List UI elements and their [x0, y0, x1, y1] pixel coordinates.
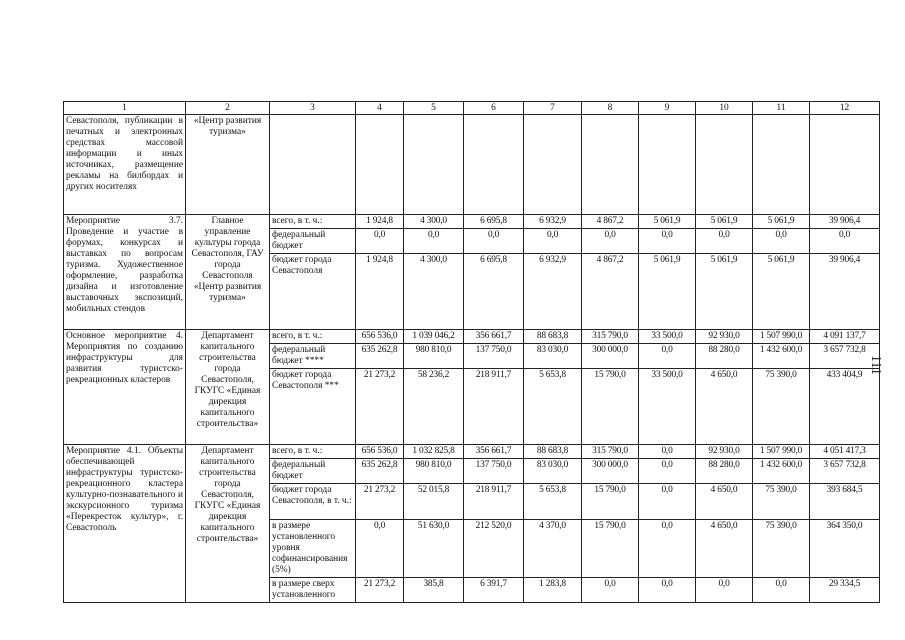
funding-source: в размере сверх установленного: [270, 578, 356, 603]
amount-cell: [753, 115, 810, 215]
amount-cell: 6 695,8: [464, 215, 524, 229]
amount-cell: 4 650,0: [696, 369, 753, 445]
amount-cell: 5 061,9: [639, 215, 696, 229]
amount-cell: 4 867,2: [582, 254, 639, 330]
executor-cell: «Центр развития туризма»: [186, 115, 270, 215]
amount-cell: 21 273,2: [356, 369, 404, 445]
column-header-4: 4: [356, 102, 404, 115]
funding-source: федеральный бюджет ****: [270, 344, 356, 369]
column-header-12: 12: [810, 102, 880, 115]
header-row: [64, 102, 880, 115]
amount-cell: 39 906,4: [810, 254, 880, 330]
amount-cell: 137 750,0: [464, 459, 524, 484]
amount-cell: 635 262,8: [356, 459, 404, 484]
funding-source: [270, 115, 356, 215]
amount-cell: 21 273,2: [356, 484, 404, 520]
amount-cell: 433 404,9: [810, 369, 880, 445]
column-header-5: 5: [404, 102, 464, 115]
amount-cell: 315 790,0: [582, 330, 639, 344]
amount-cell: 4 091 137,7: [810, 330, 880, 344]
amount-cell: [356, 115, 404, 215]
amount-cell: 51 630,0: [404, 520, 464, 578]
amount-cell: 1 283,8: [524, 578, 582, 603]
amount-cell: 6 932,9: [524, 215, 582, 229]
amount-cell: 0,0: [696, 578, 753, 603]
budget-table: [63, 101, 880, 603]
amount-cell: 0,0: [639, 344, 696, 369]
amount-cell: 6 695,8: [464, 254, 524, 330]
amount-cell: 15 790,0: [582, 369, 639, 445]
amount-cell: 5 653,8: [524, 484, 582, 520]
amount-cell: 1 432 600,0: [753, 344, 810, 369]
column-header-1: 1: [64, 102, 186, 115]
amount-cell: 356 661,7: [464, 330, 524, 344]
funding-source: всего, в т. ч.:: [270, 445, 356, 459]
amount-cell: 980 810,0: [404, 344, 464, 369]
amount-cell: 4 650,0: [696, 484, 753, 520]
amount-cell: 656 536,0: [356, 330, 404, 344]
amount-cell: 92 930,0: [696, 330, 753, 344]
amount-cell: 300 000,0: [582, 344, 639, 369]
amount-cell: 88 280,0: [696, 459, 753, 484]
amount-cell: 0,0: [753, 578, 810, 603]
funding-source: всего, в т. ч.:: [270, 215, 356, 229]
amount-cell: 5 653,8: [524, 369, 582, 445]
amount-cell: 137 750,0: [464, 344, 524, 369]
amount-cell: [582, 115, 639, 215]
amount-cell: 1 924,8: [356, 215, 404, 229]
amount-cell: [524, 115, 582, 215]
amount-cell: 356 661,7: [464, 445, 524, 459]
amount-cell: 5 061,9: [696, 254, 753, 330]
activity-name: Основное мероприятие 4. Мероприятия по созданию инфраструктуры для развития туристско-рекреационных кластеров: [64, 330, 186, 445]
amount-cell: 4 300,0: [404, 215, 464, 229]
amount-cell: 0,0: [639, 484, 696, 520]
amount-cell: 0,0: [464, 229, 524, 254]
amount-cell: [404, 115, 464, 215]
amount-cell: 5 061,9: [696, 215, 753, 229]
amount-cell: 5 061,9: [753, 215, 810, 229]
amount-cell: 385,8: [404, 578, 464, 603]
amount-cell: 4 370,0: [524, 520, 582, 578]
budget-sheet: [63, 101, 879, 603]
executor-cell: Департамент капитального строительства города Севастополя, ГКУГС «Единая дирекция капитального строительства»: [186, 330, 270, 445]
amount-cell: 6 391,7: [464, 578, 524, 603]
amount-cell: 33 500,0: [639, 369, 696, 445]
activity-name: Мероприятие 4.1. Объекты обеспечивающей инфраструктуры туристско-рекреационного кластера культурно-познавательного и экскурсионного туризма «Перекресток культур», г. Севастополь: [64, 445, 186, 603]
amount-cell: 0,0: [639, 459, 696, 484]
amount-cell: [810, 115, 880, 215]
amount-cell: 88 280,0: [696, 344, 753, 369]
amount-cell: 6 932,9: [524, 254, 582, 330]
funding-source: бюджет города Севастополя: [270, 254, 356, 330]
amount-cell: 21 273,2: [356, 578, 404, 603]
column-header-8: 8: [582, 102, 639, 115]
amount-cell: 1 432 600,0: [753, 459, 810, 484]
column-header-7: 7: [524, 102, 582, 115]
amount-cell: 88 683,8: [524, 445, 582, 459]
amount-cell: 0,0: [639, 520, 696, 578]
amount-cell: 52 015,8: [404, 484, 464, 520]
amount-cell: 635 262,8: [356, 344, 404, 369]
executor-cell: Главное управление культуры города Севастополя, ГАУ города Севастополя «Центр развития туризма»: [186, 215, 270, 330]
amount-cell: 212 520,0: [464, 520, 524, 578]
amount-cell: 39 906,4: [810, 215, 880, 229]
table-row: [64, 115, 880, 215]
amount-cell: 0,0: [356, 520, 404, 578]
funding-source: в размере установленного уровня софинансирования (5%): [270, 520, 356, 578]
table-row: [64, 445, 880, 459]
activity-name: Севастополя, публикации в печатных и электронных средствах массовой информации и иных источниках, размещение рекламы на билбордах и других носителях: [64, 115, 186, 215]
amount-cell: 980 810,0: [404, 459, 464, 484]
amount-cell: 33 500,0: [639, 330, 696, 344]
amount-cell: 1 032 825,8: [404, 445, 464, 459]
funding-source: бюджет города Севастополя ***: [270, 369, 356, 445]
amount-cell: 4 300,0: [404, 254, 464, 330]
amount-cell: 15 790,0: [582, 520, 639, 578]
page-number: 111: [868, 355, 883, 375]
amount-cell: 0,0: [582, 578, 639, 603]
amount-cell: 0,0: [696, 229, 753, 254]
amount-cell: 0,0: [639, 229, 696, 254]
amount-cell: 4 867,2: [582, 215, 639, 229]
amount-cell: 0,0: [356, 229, 404, 254]
amount-cell: 88 683,8: [524, 330, 582, 344]
amount-cell: 315 790,0: [582, 445, 639, 459]
amount-cell: 15 790,0: [582, 484, 639, 520]
amount-cell: 218 911,7: [464, 484, 524, 520]
funding-source: бюджет города Севастополя, в т. ч.:: [270, 484, 356, 520]
amount-cell: 75 390,0: [753, 369, 810, 445]
amount-cell: 5 061,9: [639, 254, 696, 330]
activity-name: Мероприятие 3.7. Проведение и участие в форумах, конкурсах и выставках по вопросам туризма. Художественное оформление, разработка дизайна и изготовление выставочных экспозиций, мобильных стендов: [64, 215, 186, 330]
amount-cell: 75 390,0: [753, 520, 810, 578]
amount-cell: 393 684,5: [810, 484, 880, 520]
amount-cell: 656 536,0: [356, 445, 404, 459]
column-header-10: 10: [696, 102, 753, 115]
executor-cell: Департамент капитального строительства города Севастополя, ГКУГС «Единая дирекция капитального строительства»: [186, 445, 270, 603]
amount-cell: 0,0: [810, 229, 880, 254]
amount-cell: 0,0: [404, 229, 464, 254]
column-header-3: 3: [270, 102, 356, 115]
column-header-6: 6: [464, 102, 524, 115]
amount-cell: [464, 115, 524, 215]
amount-cell: 364 350,0: [810, 520, 880, 578]
amount-cell: 0,0: [753, 229, 810, 254]
table-row: [64, 215, 880, 229]
amount-cell: 29 334,5: [810, 578, 880, 603]
amount-cell: 83 030,0: [524, 459, 582, 484]
amount-cell: 92 930,0: [696, 445, 753, 459]
column-header-9: 9: [639, 102, 696, 115]
amount-cell: 75 390,0: [753, 484, 810, 520]
amount-cell: 300 000,0: [582, 459, 639, 484]
column-header-11: 11: [753, 102, 810, 115]
funding-source: федеральный бюджет: [270, 229, 356, 254]
funding-source: всего, в т. ч.:: [270, 330, 356, 344]
amount-cell: [696, 115, 753, 215]
amount-cell: 0,0: [582, 229, 639, 254]
amount-cell: 4 650,0: [696, 520, 753, 578]
amount-cell: 218 911,7: [464, 369, 524, 445]
amount-cell: 1 507 990,0: [753, 330, 810, 344]
amount-cell: 0,0: [524, 229, 582, 254]
amount-cell: 4 051 417,3: [810, 445, 880, 459]
amount-cell: 5 061,9: [753, 254, 810, 330]
table-row: [64, 330, 880, 344]
amount-cell: 83 030,0: [524, 344, 582, 369]
amount-cell: 1 039 046,2: [404, 330, 464, 344]
amount-cell: 3 657 732,8: [810, 459, 880, 484]
amount-cell: 58 236,2: [404, 369, 464, 445]
column-header-2: 2: [186, 102, 270, 115]
amount-cell: 1 507 990,0: [753, 445, 810, 459]
amount-cell: [639, 115, 696, 215]
funding-source: федеральный бюджет: [270, 459, 356, 484]
amount-cell: 0,0: [639, 445, 696, 459]
amount-cell: 0,0: [639, 578, 696, 603]
amount-cell: 1 924,8: [356, 254, 404, 330]
amount-cell: 3 657 732,8: [810, 344, 880, 369]
